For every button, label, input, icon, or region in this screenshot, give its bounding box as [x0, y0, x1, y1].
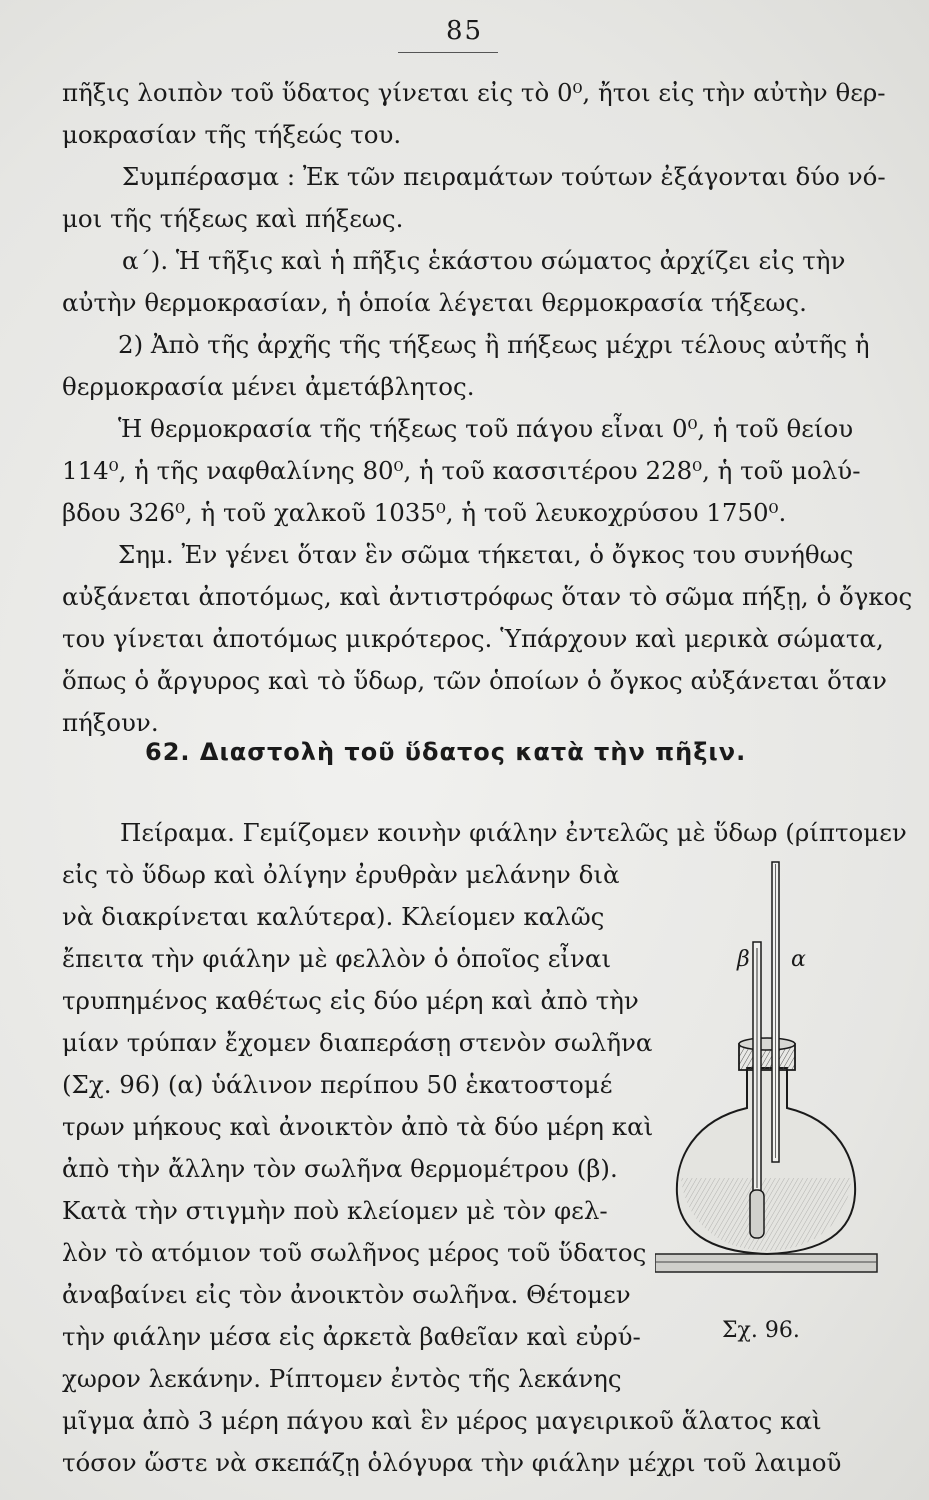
text-line: του γίνεται ἀποτόμως μικρότερος. Ὑπάρχουν καὶ μερικὰ σώματα, — [62, 624, 884, 653]
text-line: τρων μήκους καὶ ἀνοικτὸν ἀπὸ τὰ δύο μέρη καὶ — [62, 1112, 654, 1141]
text-line: ὅπως ὁ ἄργυρος καὶ τὸ ὕδωρ, τῶν ὁποίων ὁ ὄγκος αὐξάνεται ὅταν — [62, 666, 887, 695]
text-line: ἀναβαίνει εἰς τὸν ἀνοικτὸν σωλῆνα. Θέτομεν — [62, 1280, 631, 1309]
text-line: αὐξάνεται ἀποτόμως, καὶ ἀντιστρόφως ὅταν τὸ σῶμα πήξῃ, ὁ ὄγκος — [62, 582, 913, 611]
thermometer-bulb — [750, 1190, 764, 1238]
text-line: νὰ διακρίνεται καλύτερα). Κλείομεν καλῶς — [62, 902, 605, 931]
section-heading: 62. Διαστολὴ τοῦ ὕδατος κατὰ τὴν πῆξιν. — [145, 738, 747, 766]
text-line: τόσον ὥστε νὰ σκεπάζῃ ὁλόγυρα τὴν φιάλην μέχρι τοῦ λαιμοῦ — [62, 1448, 842, 1477]
text-line: μοκρασίαν τῆς τήξεώς του. — [62, 120, 402, 149]
label-a: α — [791, 947, 806, 972]
text-line: τὴν φιάλην μέσα εἰς ἀρκετὰ βαθεῖαν καὶ εὐρύ- — [62, 1322, 641, 1351]
text-line: Κατὰ τὴν στιγμὴν ποὺ κλείομεν μὲ τὸν φελ- — [62, 1196, 608, 1225]
text-line: πῆξις λοιπὸν τοῦ ὕδατος γίνεται εἰς τὸ 0⁰, ἤτοι εἰς τὴν αὐτὴν θερ- — [62, 78, 886, 107]
label-b: β — [737, 947, 750, 972]
text-line: Σημ. Ἐν γένει ὅταν ἓν σῶμα τήκεται, ὁ ὄγκος του συνήθως — [118, 540, 854, 569]
text-line: 2) Ἀπὸ τῆς ἀρχῆς τῆς τήξεως ἢ πήξεως μέχρι τέλους αὐτῆς ἡ — [118, 330, 870, 359]
text-line: αὐτὴν θερμοκρασίαν, ἡ ὁποία λέγεται θερμοκρασία τήξεως. — [62, 288, 807, 317]
base-plate — [655, 1254, 877, 1272]
page-number-rule — [398, 52, 498, 53]
flask-figure — [655, 858, 880, 1318]
text-line: θερμοκρασία μένει ἀμετάβλητος. — [62, 372, 475, 401]
text-line: εἰς τὸ ὕδωρ καὶ ὀλίγην ἐρυθρὰν μελάνην διὰ — [62, 860, 620, 889]
text-line: πήξουν. — [62, 708, 159, 737]
text-line: βδου 326⁰, ἡ τοῦ χαλκοῦ 1035⁰, ἡ τοῦ λευκοχρύσου 1750⁰. — [62, 498, 787, 527]
text-line: Ἡ θερμοκρασία τῆς τήξεως τοῦ πάγου εἶναι 0⁰, ἡ τοῦ θείου — [118, 414, 854, 443]
text-line: Συμπέρασμα : Ἐκ τῶν πειραμάτων τούτων ἐξάγονται δύο νό- — [122, 162, 886, 191]
text-line: Πείραμα. Γεμίζομεν κοινὴν φιάλην ἐντελῶς μὲ ὕδωρ (ρίπτομεν — [120, 818, 907, 847]
text-line: μοι τῆς τήξεως καὶ πήξεως. — [62, 204, 404, 233]
text-line: μῖγμα ἀπὸ 3 μέρη πάγου καὶ ἓν μέρος μαγειρικοῦ ἅλατος καὶ — [62, 1406, 822, 1435]
text-line: (Σχ. 96) (α) ὑάλινον περίπου 50 ἑκατοστομέ — [62, 1070, 613, 1099]
text-line: α΄). Ἡ τῆξις καὶ ἡ πῆξις ἑκάστου σώματος ἀρχίζει εἰς τὴν — [122, 246, 846, 275]
text-line: λὸν τὸ ατόμιον τοῦ σωλῆνος μέρος τοῦ ὕδατος — [62, 1238, 647, 1267]
text-line: 114⁰, ἡ τῆς ναφθαλίνης 80⁰, ἡ τοῦ κασσιτέρου 228⁰, ἡ τοῦ μολύ- — [62, 456, 861, 485]
text-line: τρυπημένος καθέτως εἰς δύο μέρη καὶ ἀπὸ τὴν — [62, 986, 639, 1015]
figure-caption: Σχ. 96. — [722, 1318, 800, 1343]
text-line: χωρον λεκάνην. Ρίπτομεν ἐντὸς τῆς λεκάνης — [62, 1364, 622, 1393]
text-line: ἔπειτα τὴν φιάλην μὲ φελλὸν ὁ ὁποῖος εἶναι — [62, 944, 612, 973]
text-line: ἀπὸ τὴν ἄλλην τὸν σωλῆνα θερμομέτρου (β). — [62, 1154, 618, 1183]
text-line: μίαν τρύπαν ἔχομεν διαπεράσῃ στενὸν σωλῆνα — [62, 1028, 653, 1057]
page-number: 85 — [445, 16, 484, 46]
